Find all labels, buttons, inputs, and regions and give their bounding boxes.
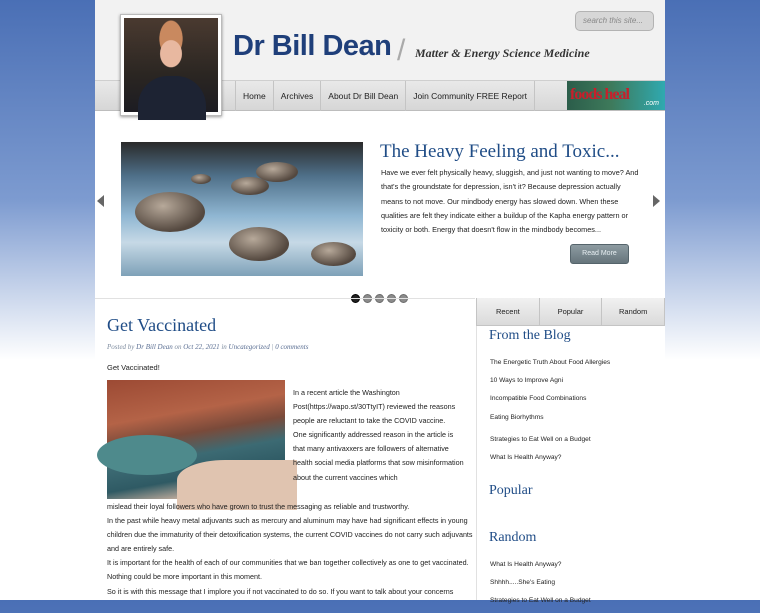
random-list bbox=[490, 558, 591, 613]
post-image bbox=[107, 380, 285, 499]
post-paragraph: In the past while heavy metal adjuvants such as mercury and aluminum may have had significant effects in young children due the immaturity of their detoxification systems, the current COVID vaccines do not carry such adjuvants and are entirely safe. bbox=[107, 516, 473, 554]
title-slash: / bbox=[397, 34, 406, 67]
slider-next-icon[interactable] bbox=[653, 195, 660, 207]
author-portrait[interactable] bbox=[120, 14, 222, 116]
post-paragraph: It is important for the health of each of our communities that we ban together collectively as one to get vaccinated. Nothing could be more important in this moment. bbox=[107, 558, 469, 582]
post-body-side bbox=[293, 386, 465, 485]
foodsheal-banner[interactable] bbox=[567, 81, 665, 110]
post-paragraph: So it is with this message that I implore you if not vaccinated to do so. If you want to talk about your concerns bbox=[107, 586, 454, 596]
main-nav bbox=[235, 81, 535, 111]
post-meta bbox=[107, 343, 308, 351]
nav-item-about[interactable]: About Dr Bill Dean bbox=[320, 81, 405, 111]
meta-prefix: Posted by bbox=[107, 343, 135, 351]
post-date: Oct 22, 2021 bbox=[183, 343, 220, 351]
random-heading: Random bbox=[489, 530, 537, 545]
sidebar bbox=[476, 298, 665, 605]
site-title[interactable]: Dr Bill Dean bbox=[233, 30, 392, 62]
post-category-link[interactable]: Uncategorized bbox=[228, 343, 270, 351]
post-title[interactable]: Get Vaccinated bbox=[107, 315, 217, 335]
blog-link[interactable]: Eating Biorhythms bbox=[490, 413, 544, 421]
read-more-button[interactable]: Read More bbox=[570, 244, 629, 264]
sidebar-tabs bbox=[476, 298, 665, 326]
from-blog-heading: From the Blog bbox=[489, 328, 571, 343]
slider-title[interactable]: The Heavy Feeling and Toxic... bbox=[380, 141, 620, 162]
tab-random[interactable]: Random bbox=[601, 298, 665, 326]
banner-logo-text: foods heal bbox=[570, 86, 629, 103]
random-link[interactable]: Strategies to Eat Well on a Budget bbox=[490, 597, 591, 605]
post-paragraph: One significantly addressed reason in the article is that many antivaxxers are followers of alternative health social media platforms that sow misinformation about the current vaccines which bbox=[293, 430, 464, 482]
blog-link[interactable]: What Is Health Anyway? bbox=[490, 453, 562, 461]
post-body bbox=[107, 500, 473, 599]
slider-prev-icon[interactable] bbox=[97, 195, 104, 207]
slider-excerpt: Have we ever felt physically heavy, sluggish, and just not wanting to move? And that's the groundstate for depression, isn't it? Because depression actually means to not move. Our mindbody energy has slowed down. When these qualities are felt they indicate either a buildup of the Kapha energy pattern or toxicity or both. Energy that doesn't flow in the mindbody becomes... bbox=[381, 168, 639, 235]
search-input[interactable]: search this site... bbox=[575, 11, 654, 31]
content-divider bbox=[95, 298, 475, 299]
post-author-link[interactable]: Dr Bill Dean bbox=[136, 343, 173, 351]
tab-popular[interactable]: Popular bbox=[539, 298, 602, 326]
blog-link[interactable]: Incompatible Food Combinations bbox=[490, 395, 587, 403]
post-lead: Get Vaccinated! bbox=[107, 363, 160, 372]
author-photo bbox=[124, 18, 218, 112]
meta-in: in bbox=[221, 343, 227, 351]
nav-item-join[interactable]: Join Community FREE Report bbox=[405, 81, 535, 111]
blog-link[interactable]: Strategies to Eat Well on a Budget bbox=[490, 435, 591, 443]
nav-item-archives[interactable]: Archives bbox=[273, 81, 321, 111]
site-tagline: Matter & Energy Science Medicine bbox=[415, 46, 590, 60]
blog-link[interactable]: 10 Ways to Improve Agni bbox=[490, 377, 564, 385]
sidebar-content bbox=[476, 326, 665, 605]
random-link[interactable]: Shhhh.....She's Eating bbox=[490, 579, 556, 587]
slider-image[interactable] bbox=[121, 142, 363, 276]
nav-item-home[interactable]: Home bbox=[235, 81, 273, 111]
random-link[interactable]: What Is Health Anyway? bbox=[490, 561, 562, 568]
post-comments-link[interactable]: 0 comments bbox=[275, 343, 309, 351]
meta-on: on bbox=[174, 343, 182, 351]
popular-heading: Popular bbox=[489, 483, 533, 498]
post-paragraph: In a recent article the Washington Post(https://wapo.st/30TtyIT) reviewed the reasons people are reluctant to take the COVID vaccine. bbox=[293, 388, 456, 426]
meta-separator: | bbox=[271, 343, 274, 351]
blog-link[interactable]: The Energetic Truth About Food Allergies bbox=[490, 359, 611, 366]
tab-recent[interactable]: Recent bbox=[476, 298, 539, 326]
banner-suffix: .com bbox=[643, 100, 659, 107]
post-paragraph: mislead their loyal followers who have grown to trust the messaging as reliable and trustworthy. bbox=[107, 502, 410, 511]
from-blog-list bbox=[490, 356, 610, 469]
page-container bbox=[95, 0, 665, 605]
